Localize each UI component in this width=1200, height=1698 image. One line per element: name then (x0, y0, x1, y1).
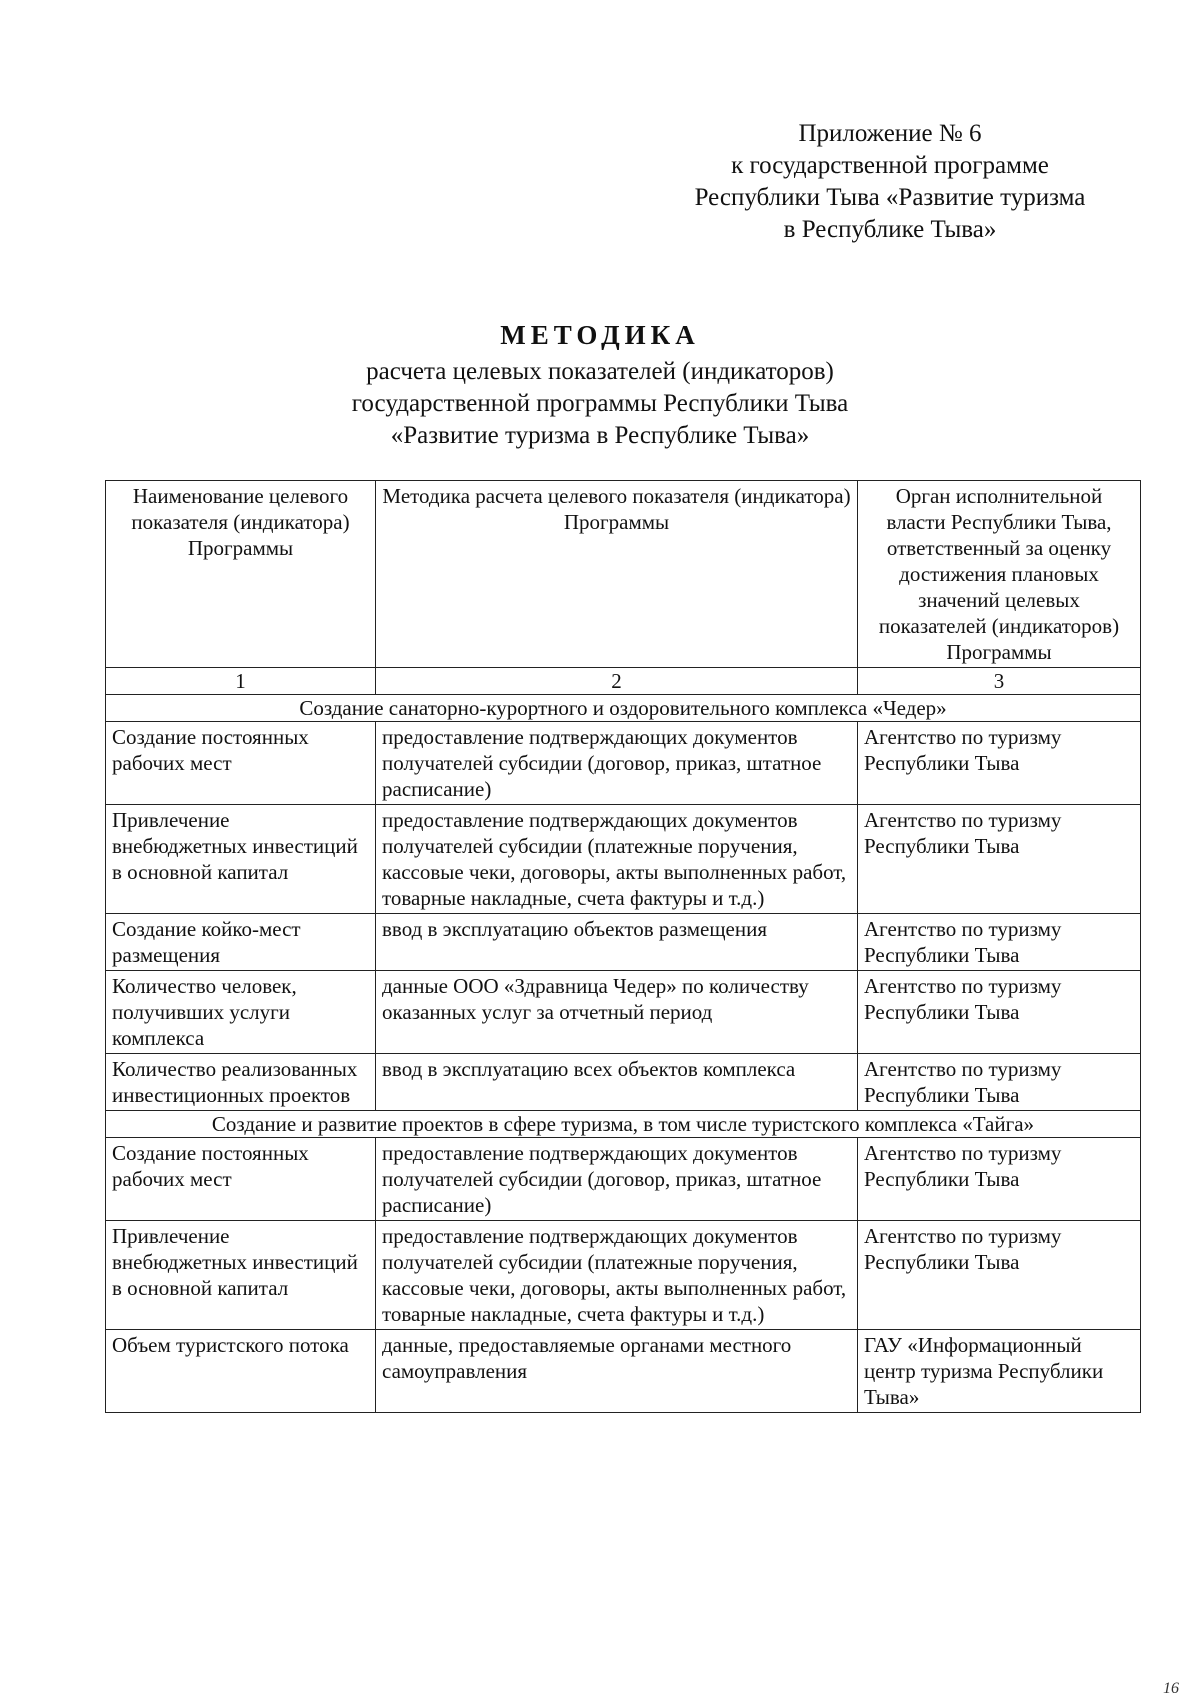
method-cell: предоставление подтверждающих документов получателей субсидии (договор, приказ, штатное расписание) (376, 1138, 858, 1221)
method-cell: данные, предоставляемые органами местного самоуправления (376, 1330, 858, 1413)
column-number: 2 (376, 668, 858, 695)
table-header-row (106, 481, 1141, 668)
table-row (106, 1330, 1141, 1413)
table-row (106, 1138, 1141, 1221)
table-row (106, 1054, 1141, 1111)
page-number: 16 (1163, 1680, 1179, 1697)
method-cell: предоставление подтверждающих документов получателей субсидии (платежные поручения, кассовые чеки, договоры, акты выполненных работ, товарные накладные, счета фактуры и т.д.) (376, 805, 858, 914)
responsible-body-cell: Агентство по туризму Республики Тыва (858, 914, 1141, 971)
indicator-cell: Создание постоянных рабочих мест (106, 722, 376, 805)
section-title: Создание санаторно-курортного и оздоровительного комплекса «Чедер» (106, 695, 1141, 722)
indicator-cell: Количество человек, получивших услуги комплекса (106, 971, 376, 1054)
method-cell: ввод в эксплуатацию объектов размещения (376, 914, 858, 971)
column-number-row (106, 668, 1141, 695)
indicator-cell: Объем туристского потока (106, 1330, 376, 1413)
header-responsible-body: Орган исполнительной власти Республики Тыва, ответственный за оценку достижения плановых значений целевых показателей (индикаторов) Программы (858, 481, 1141, 668)
appendix-line: в Республике Тыва» (783, 216, 997, 243)
title-main: МЕТОДИКА (500, 320, 700, 350)
responsible-body-cell: Агентство по туризму Республики Тыва (858, 1138, 1141, 1221)
appendix-line: Республики Тыва «Развитие туризма (694, 184, 1086, 211)
responsible-body-cell: Агентство по туризму Республики Тыва (858, 805, 1141, 914)
column-number: 1 (106, 668, 376, 695)
responsible-body-cell: Агентство по туризму Республики Тыва (858, 971, 1141, 1054)
indicator-cell: Создание койко-мест размещения (106, 914, 376, 971)
header-indicator: Наименование целевого показателя (индикатора) Программы (106, 481, 376, 668)
table-row (106, 1221, 1141, 1330)
responsible-body-cell: Агентство по туризму Республики Тыва (858, 722, 1141, 805)
method-cell: предоставление подтверждающих документов получателей субсидии (договор, приказ, штатное расписание) (376, 722, 858, 805)
responsible-body-cell: Агентство по туризму Республики Тыва (858, 1054, 1141, 1111)
header-method: Методика расчета целевого показателя (индикатора) Программы (376, 481, 858, 668)
method-cell: предоставление подтверждающих документов получателей субсидии (платежные поручения, кассовые чеки, договоры, акты выполненных работ, товарные накладные, счета фактуры и т.д.) (376, 1221, 858, 1330)
column-number: 3 (858, 668, 1141, 695)
method-cell: данные ООО «Здравница Чедер» по количеству оказанных услуг за отчетный период (376, 971, 858, 1054)
title-subtitle: «Развитие туризма в Республике Тыва» (390, 422, 810, 449)
title-subtitle: расчета целевых показателей (индикаторов) (366, 358, 834, 385)
indicator-cell: Количество реализованных инвестиционных проектов (106, 1054, 376, 1111)
appendix-header (640, 118, 1140, 246)
methods-table (105, 480, 1141, 1413)
section-title: Создание и развитие проектов в сфере туризма, в том числе туристского комплекса «Тайга» (106, 1111, 1141, 1138)
table-row (106, 914, 1141, 971)
indicator-cell: Создание постоянных рабочих мест (106, 1138, 376, 1221)
title-subtitle: государственной программы Республики Тыва (351, 390, 849, 417)
responsible-body-cell: ГАУ «Информационный центр туризма Республики Тыва» (858, 1330, 1141, 1413)
table-row (106, 971, 1141, 1054)
indicator-cell: Привлечение внебюджетных инвестиций в основной капитал (106, 1221, 376, 1330)
responsible-body-cell: Агентство по туризму Республики Тыва (858, 1221, 1141, 1330)
section-row (106, 695, 1141, 722)
method-cell: ввод в эксплуатацию всех объектов комплекса (376, 1054, 858, 1111)
indicator-cell: Привлечение внебюджетных инвестиций в основной капитал (106, 805, 376, 914)
document-title (150, 318, 1050, 452)
table-row (106, 722, 1141, 805)
appendix-line: к государственной программе (731, 152, 1049, 179)
section-row (106, 1111, 1141, 1138)
table-row (106, 805, 1141, 914)
appendix-line: Приложение № 6 (798, 120, 982, 147)
